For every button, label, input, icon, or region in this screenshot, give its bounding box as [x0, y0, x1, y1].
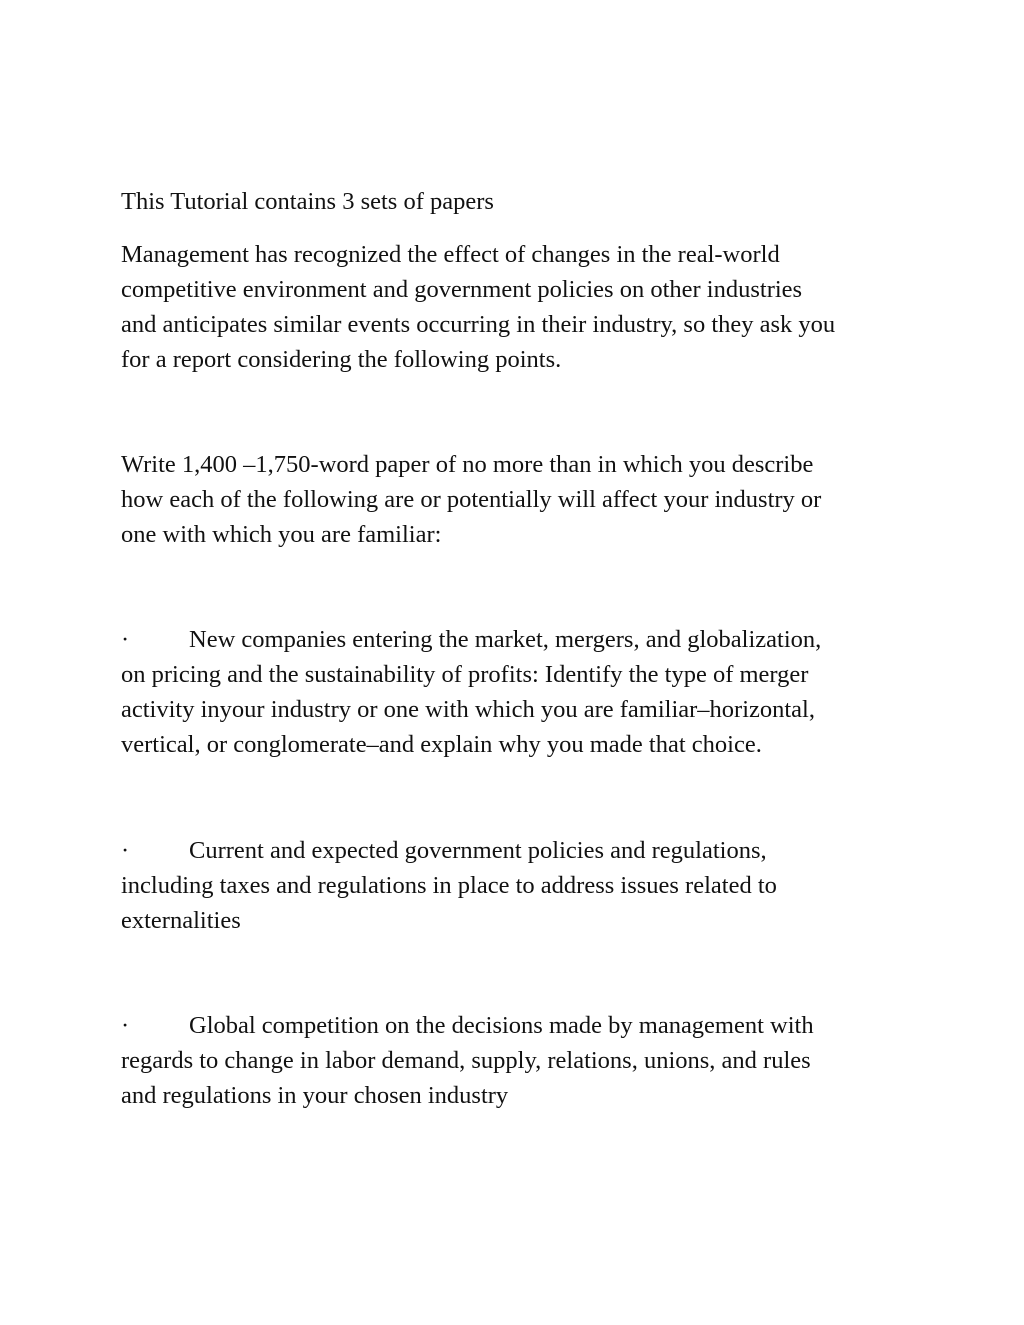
bullet-line: regards to change in labor demand, supply, relations, unions, and rules [121, 1047, 811, 1074]
bullet-line: and regulations in your chosen industry [121, 1082, 509, 1109]
write-paragraph [121, 447, 921, 552]
bullet-marker: · [121, 837, 130, 864]
bullet-line: vertical, or conglomerate–and explain why you made that choice. [121, 731, 762, 758]
bullet-marker: · [121, 1012, 130, 1039]
paragraph-line: Management has recognized the effect of changes in the real-world [121, 241, 780, 268]
intro-text: This Tutorial contains 3 sets of papers [121, 188, 494, 215]
bullet-text: Global competition on the decisions made by management with [189, 1012, 814, 1039]
paragraph-line: and anticipates similar events occurring in their industry, so they ask you [121, 311, 836, 338]
bullet-item [121, 622, 921, 762]
bullet-line: on pricing and the sustainability of profits: Identify the type of merger [121, 661, 809, 688]
bullet-first-line [121, 1008, 921, 1043]
bullet-item [121, 1008, 921, 1113]
bullet-line: externalities [121, 907, 241, 934]
bullet-item [121, 833, 921, 938]
bullet-text: New companies entering the market, mergers, and globalization, [189, 626, 822, 653]
management-paragraph [121, 237, 921, 377]
paragraph-line: how each of the following are or potentially will affect your industry or [121, 486, 822, 513]
bullet-text: Current and expected government policies and regulations, [189, 837, 767, 864]
bullet-marker: · [121, 626, 130, 653]
bullet-line: including taxes and regulations in place to address issues related to [121, 872, 777, 899]
paragraph-line: competitive environment and government policies on other industries [121, 276, 803, 303]
bullet-first-line [121, 833, 921, 868]
paragraph-line: Write 1,400 –1,750-word paper of no more than in which you describe [121, 451, 814, 478]
bullet-first-line [121, 622, 921, 657]
intro-line [121, 184, 921, 219]
paragraph-line: one with which you are familiar: [121, 521, 442, 548]
bullet-line: activity inyour industry or one with which you are familiar–horizontal, [121, 696, 815, 723]
paragraph-line: for a report considering the following points. [121, 346, 562, 373]
